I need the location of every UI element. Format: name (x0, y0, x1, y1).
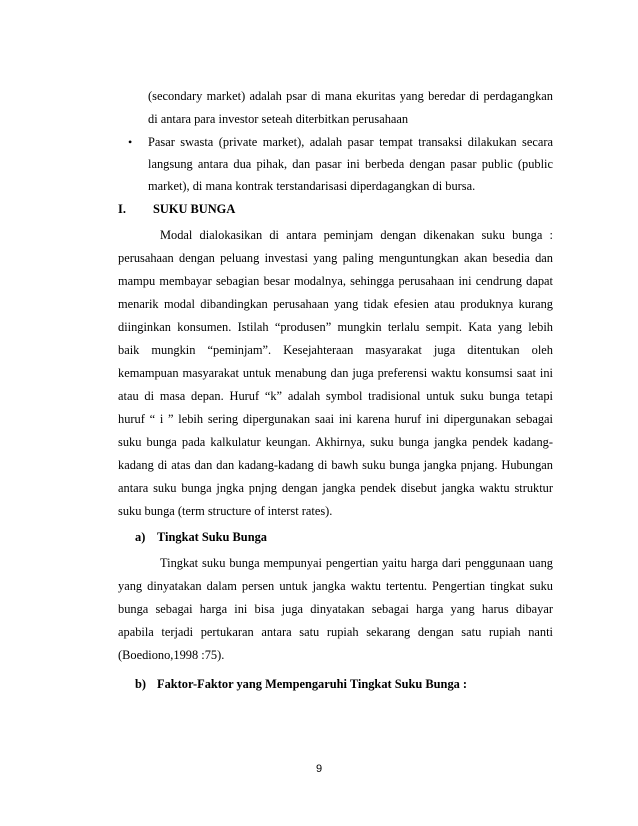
bullet-icon: • (128, 135, 133, 149)
paragraph-line: kemampuan masyarakat untuk menabung dan juga preferensi waktu konsumsi saat ini (118, 366, 553, 380)
subsection-a-title: Tingkat Suku Bunga (157, 530, 267, 544)
paragraph-line: baik mungkin “peminjam”. Kesejahteraan masyarakat juga ditentukan oleh (118, 343, 553, 357)
paragraph-line: huruf “ i ” lebih sering dipergunakan saai ini karena huruf ini dipergunakan sebagai (118, 412, 553, 426)
paragraph-line: (Boediono,1998 :75). (118, 648, 225, 662)
paragraph-line: suku bunga (term structure of interst rates). (118, 504, 333, 518)
bullet-item-line: Pasar swasta (private market), adalah pasar tempat transaksi dilakukan secara (148, 135, 553, 149)
paragraph-line: mampu membayar sebagian besar modalnya, sehingga perusahaan ini cendrung dapat (118, 274, 553, 288)
subsection-b-title: Faktor-Faktor yang Mempengaruhi Tingkat Suku Bunga : (157, 677, 468, 691)
subsection-b-label: b) (135, 677, 147, 691)
paragraph-line: atau di masa depan. Huruf “k” adalah symbol tradisional untuk suku bunga tetapi (118, 389, 553, 403)
paragraph-line: Tingkat suku bunga mempunyai pengertian yaitu harga dari penggunaan uang (160, 556, 553, 570)
paragraph-line: yang dinyatakan dalam persen untuk jangka waktu tertentu. Pengertian tingkat suku (118, 579, 553, 593)
paragraph-line: Modal dialokasikan di antara peminjam dengan dikenakan suku bunga : (160, 228, 553, 242)
paragraph-line: bunga sebagai harga ini bisa juga dinyatakan sebagai harga yang harus dibayar (118, 602, 553, 616)
bullet-item-line: market), di mana kontrak terstandarisasi diperdagangkan di bursa. (148, 179, 476, 193)
paragraph-line: antara suku bunga jngka pnjng dengan jangka pendek disebut jangka waktu struktur (118, 481, 553, 495)
list-continuation-line: (secondary market) adalah psar di mana ekuritas yang beredar di perdagangkan (148, 89, 553, 103)
bullet-item-line: langsung antara dua pihak, dan pasar ini berbeda dengan pasar public (public (148, 157, 553, 171)
paragraph-line: suku bunga pada kalkulatur keungan. Akhirnya, suku bunga jangka pendek kadang- (118, 435, 553, 449)
paragraph-line: perusahaan dengan peluang investasi yang paling menguntungkan akan besedia dan (118, 251, 553, 265)
paragraph-line: kadang di atas dan dan kadang-kadang di bawh suku bunga jangka pnjang. Hubungan (118, 458, 553, 472)
list-continuation-line: di antara para investor seteah diterbitkan perusahaan (148, 112, 409, 126)
paragraph-line: diinginkan konsumen. Istilah “produsen” mungkin terlalu sempit. Kata yang lebih (118, 320, 553, 334)
paragraph-line: menarik modal dibandingkan perusahaan yang tidak efesien atau produknya kurang (118, 297, 553, 311)
subsection-a-label: a) (135, 530, 146, 544)
paragraph-line: apabila terjadi pertukaran antara satu rupiah sekarang dengan satu rupiah nanti (118, 625, 553, 639)
section-number: I. (118, 202, 126, 216)
page-number: 9 (315, 763, 323, 775)
section-title: SUKU BUNGA (153, 202, 236, 216)
